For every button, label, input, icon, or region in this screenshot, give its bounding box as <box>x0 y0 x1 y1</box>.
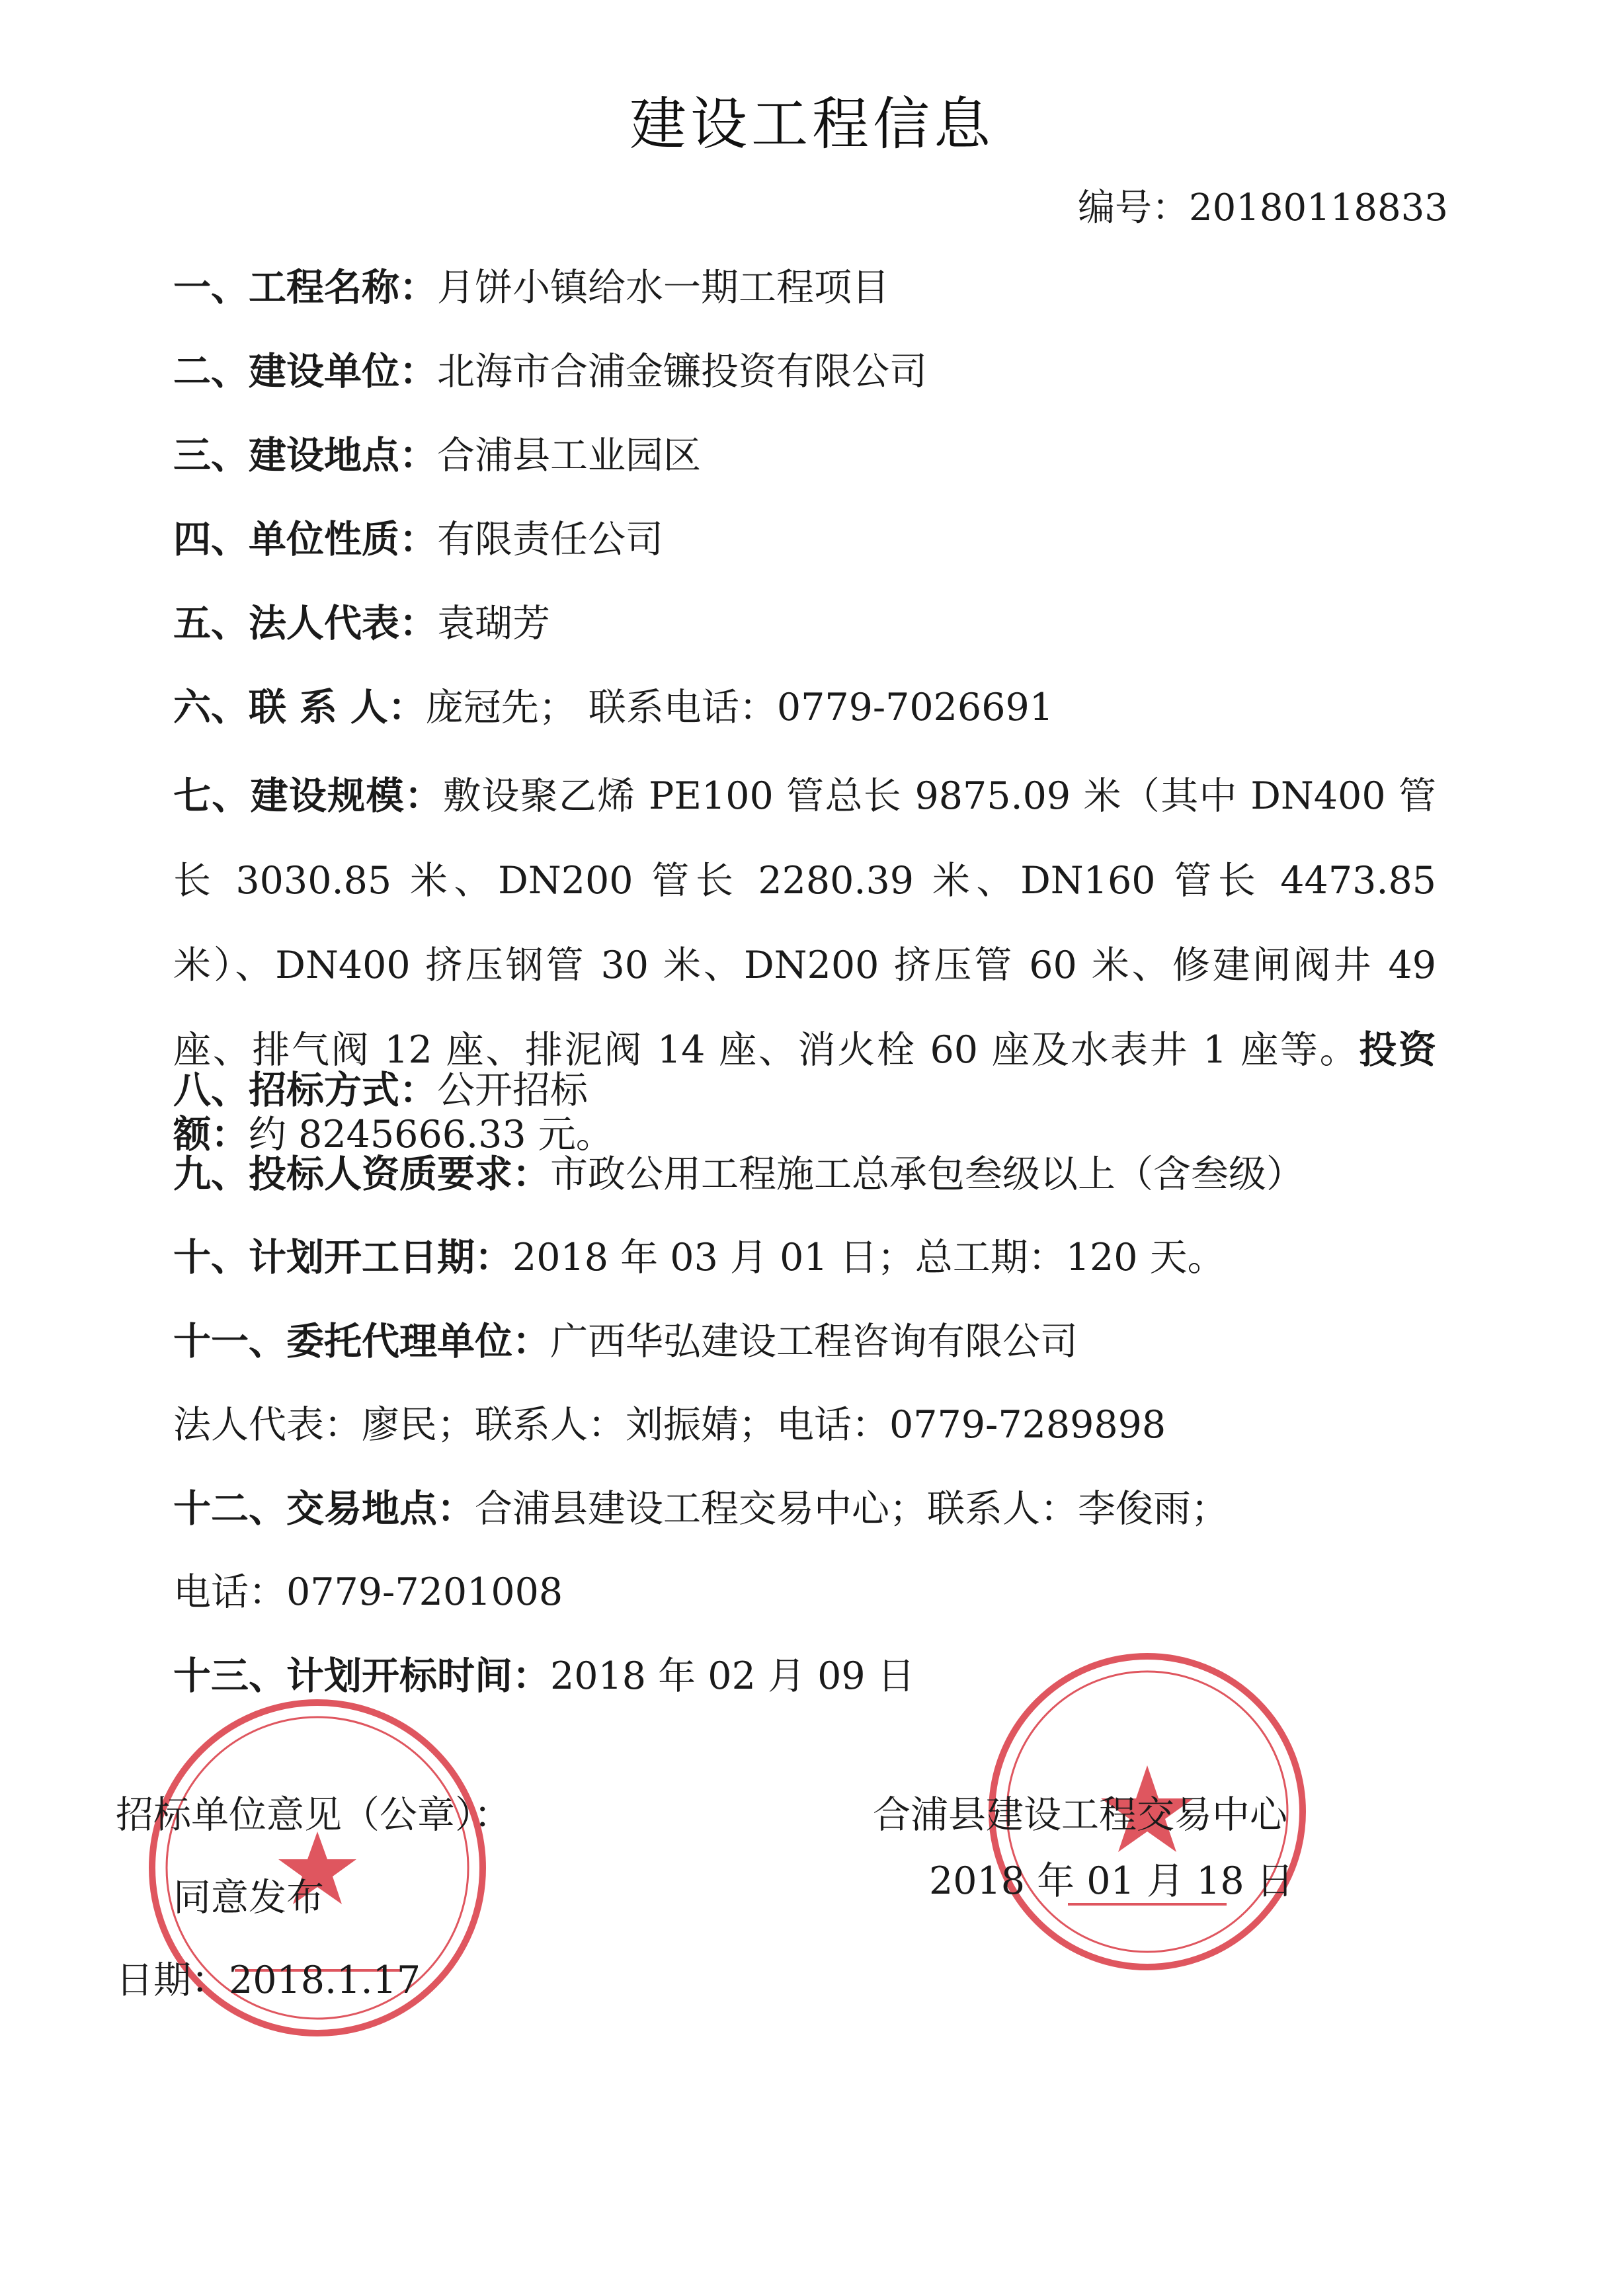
info-row-start-date <box>173 1234 1225 1281</box>
info-value: 合浦县工业园区 <box>437 434 701 477</box>
info-row-qualification <box>173 1151 1304 1197</box>
info-value: 市政公用工程施工总承包叁级以上（含叁级） <box>550 1152 1304 1196</box>
info-row-builder <box>173 348 927 395</box>
venue-phone-line: 电话：0779-7201008 <box>173 1570 563 1614</box>
document-number: 编号：20180118833 <box>1078 186 1448 229</box>
info-label: 五、法人代表： <box>173 602 437 645</box>
info-row-project-name <box>173 264 889 311</box>
info-value: 合浦县建设工程交易中心；联系人：李俊雨； <box>475 1487 1229 1531</box>
info-row-contact <box>173 684 1053 731</box>
info-value: 广西华弘建设工程咨询有限公司 <box>550 1320 1078 1363</box>
trading-center-date: 2018 年 01 月 18 日 <box>929 1859 1294 1903</box>
info-label: 十二、交易地点： <box>173 1487 475 1531</box>
agent-contact-line: 法人代表：廖民；联系人：刘振婧；电话：0779-7289898 <box>173 1403 1166 1447</box>
investment-label: 投资额： <box>173 1028 1437 1156</box>
info-label: 十、计划开工日期： <box>173 1236 512 1279</box>
info-value: 北海市合浦金镰投资有限公司 <box>437 350 927 393</box>
info-row-legal-rep <box>173 600 550 647</box>
tender-opinion: 同意发布 <box>173 1876 324 1919</box>
info-row-nature <box>173 516 663 563</box>
page-title: 建设工程信息 <box>629 91 995 157</box>
tender-opinion-date: 日期：2018.1.17 <box>116 1958 421 2002</box>
trading-center-name: 合浦县建设工程交易中心 <box>873 1793 1287 1837</box>
info-value: 2018 年 02 月 09 日 <box>550 1654 915 1698</box>
info-row-location <box>173 432 701 479</box>
info-label: 六、联 系 人： <box>173 686 426 729</box>
info-value: 公开招标 <box>437 1068 588 1112</box>
tender-opinion-title: 招标单位意见（公章）： <box>116 1793 512 1837</box>
info-value: 袁瑚芳 <box>437 602 550 645</box>
info-label: 九、投标人资质要求： <box>173 1152 550 1196</box>
scale-label: 七、建设规模： <box>173 774 444 818</box>
info-label: 十一、委托代理单位： <box>173 1320 550 1363</box>
info-label: 一、工程名称： <box>173 266 437 309</box>
info-label: 十三、计划开标时间： <box>173 1654 550 1698</box>
info-value: 有限责任公司 <box>437 518 663 561</box>
investment-value: 约 8245666.33 元。 <box>249 1113 614 1156</box>
info-label: 四、单位性质： <box>173 518 437 561</box>
construction-scale-paragraph <box>173 754 1436 1177</box>
info-label: 二、建设单位： <box>173 350 437 393</box>
info-label: 三、建设地点： <box>173 434 437 477</box>
info-row-agent <box>173 1318 1078 1365</box>
info-value: 2018 年 03 月 01 日；总工期：120 天。 <box>512 1236 1225 1279</box>
info-row-venue <box>173 1486 1229 1532</box>
info-value: 庞冠先； 联系电话：0779-7026691 <box>425 686 1053 729</box>
scale-text: 敷设聚乙烯 PE100 管总长 9875.09 米（其中 DN400 管长 3030.85 米、DN200 管长 2280.39 米、DN160 管长 4473.85 米）、DN400 挤压钢管 30 米、DN200 挤压管 60 米、修建闸阀井 49 座、排气阀 12 座、排泥阀 14 座、消火栓 60 座及水表井 1 座等。 <box>173 774 1436 1072</box>
info-value: 月饼小镇给水一期工程项目 <box>437 266 889 309</box>
info-row-tender-method <box>173 1067 588 1113</box>
info-label: 八、招标方式： <box>173 1068 437 1112</box>
